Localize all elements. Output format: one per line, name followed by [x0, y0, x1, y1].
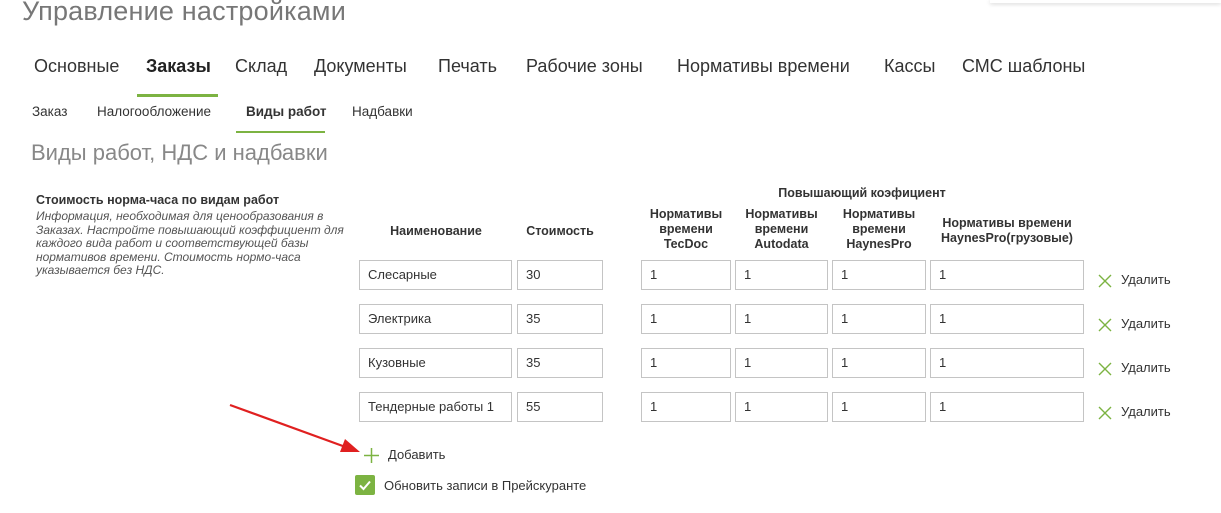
active-tab-indicator [137, 94, 218, 97]
work-type-name-input[interactable]: Слесарные [359, 260, 512, 290]
checkmark-icon [355, 475, 375, 495]
coef-tecdoc-input[interactable]: 1 [641, 260, 731, 290]
subtab-surcharges[interactable]: Надбавки [352, 104, 413, 119]
annotation-arrow-icon [226, 400, 366, 460]
add-work-type-label: Добавить [388, 447, 446, 462]
coef-haynespro-truck-input[interactable]: 1 [930, 348, 1084, 378]
coef-tecdoc-input[interactable]: 1 [641, 304, 731, 334]
column-header-autodata [735, 207, 828, 252]
tab-orders[interactable]: Заказы [146, 56, 211, 76]
column-header-cost: Стоимость [526, 224, 594, 238]
delete-row-label: Удалить [1121, 360, 1171, 375]
column-header-tecdoc-line-3: TecDoc [663, 237, 709, 251]
column-header-autodata-line-3: Autodata [754, 237, 809, 251]
work-type-name-input[interactable]: Тендерные работы 1 [359, 392, 512, 422]
close-icon [1097, 317, 1113, 333]
column-header-haynespro [832, 207, 926, 252]
info-title: Стоимость норма-часа по видам работ [36, 193, 280, 207]
tab-warehouse[interactable]: Склад [235, 56, 288, 76]
coef-haynespro-input[interactable]: 1 [832, 304, 926, 334]
update-price-list-label: Обновить записи в Прейскуранте [384, 478, 587, 493]
coef-tecdoc-input[interactable]: 1 [641, 348, 731, 378]
window-edge-shadow [990, 0, 1221, 3]
column-header-haynespro-truck-line-1: Нормативы времени [942, 216, 1072, 230]
column-header-haynespro-line-3: HaynesPro [846, 237, 912, 251]
coef-haynespro-truck-input[interactable]: 1 [930, 304, 1084, 334]
work-type-cost-input[interactable]: 35 [517, 348, 603, 378]
column-header-autodata-line-1: Нормативы [745, 207, 818, 221]
subtab-order[interactable]: Заказ [32, 104, 68, 119]
coef-autodata-input[interactable]: 1 [735, 260, 828, 290]
tab-print[interactable]: Печать [438, 56, 497, 76]
info-text: Информация, необходимая для ценообразования в Заказах. Настройте повышающий коэффициент для каждого вида работ и соответствующей базы нормативов времени. Стоимость нормо-часа указывается без НДС. [36, 209, 344, 277]
work-type-name-input[interactable]: Электрика [359, 304, 512, 334]
work-type-cost-input[interactable]: 30 [517, 260, 603, 290]
checkbox-box [355, 475, 375, 495]
close-icon [1097, 405, 1113, 421]
close-icon [1097, 361, 1113, 377]
tab-documents[interactable]: Документы [314, 56, 407, 76]
delete-row-label: Удалить [1121, 316, 1171, 331]
coef-autodata-input[interactable]: 1 [735, 392, 828, 422]
delete-row-label: Удалить [1121, 404, 1171, 419]
section-title: Виды работ, НДС и надбавки [31, 140, 328, 165]
column-header-haynespro-line-1: Нормативы [842, 207, 916, 221]
sub-tabs [0, 104, 1221, 134]
coef-haynespro-truck-input[interactable]: 1 [930, 260, 1084, 290]
coef-autodata-input[interactable]: 1 [735, 304, 828, 334]
coef-tecdoc-input[interactable]: 1 [641, 392, 731, 422]
main-tabs [0, 56, 1221, 86]
column-header-tecdoc-line-2: времени [659, 222, 713, 236]
column-header-name: Наименование [390, 224, 482, 238]
column-header-haynespro-truck [930, 216, 1084, 246]
close-icon [1097, 273, 1113, 289]
work-type-name-input[interactable]: Кузовные [359, 348, 512, 378]
column-header-tecdoc [641, 207, 731, 252]
coef-haynespro-input[interactable]: 1 [832, 260, 926, 290]
subtab-work-types[interactable]: Виды работ [246, 104, 327, 119]
coef-autodata-input[interactable]: 1 [735, 348, 828, 378]
work-type-cost-input[interactable]: 55 [517, 392, 603, 422]
tab-sms-templates[interactable]: СМС шаблоны [962, 56, 1086, 76]
page-title: Управление настройками [22, 0, 346, 26]
delete-row-label: Удалить [1121, 272, 1171, 287]
column-header-autodata-line-2: времени [754, 222, 809, 236]
coef-haynespro-input[interactable]: 1 [832, 348, 926, 378]
coef-haynespro-truck-input[interactable]: 1 [930, 392, 1084, 422]
active-subtab-indicator [236, 131, 325, 133]
subtab-taxation[interactable]: Налогообложение [97, 104, 211, 119]
coefficient-header: Повышающий коэфициент [778, 186, 946, 200]
tab-work-zones[interactable]: Рабочие зоны [526, 56, 643, 76]
work-type-cost-input[interactable]: 35 [517, 304, 603, 334]
column-header-tecdoc-line-1: Нормативы [649, 207, 723, 221]
column-header-haynespro-line-2: времени [852, 222, 906, 236]
tab-time-norms[interactable]: Нормативы времени [677, 56, 850, 76]
coef-haynespro-input[interactable]: 1 [832, 392, 926, 422]
tab-cash-registers[interactable]: Кассы [884, 56, 936, 76]
tab-basic[interactable]: Основные [34, 56, 120, 76]
column-header-haynespro-truck-line-2: HaynesPro(грузовые) [941, 231, 1073, 245]
